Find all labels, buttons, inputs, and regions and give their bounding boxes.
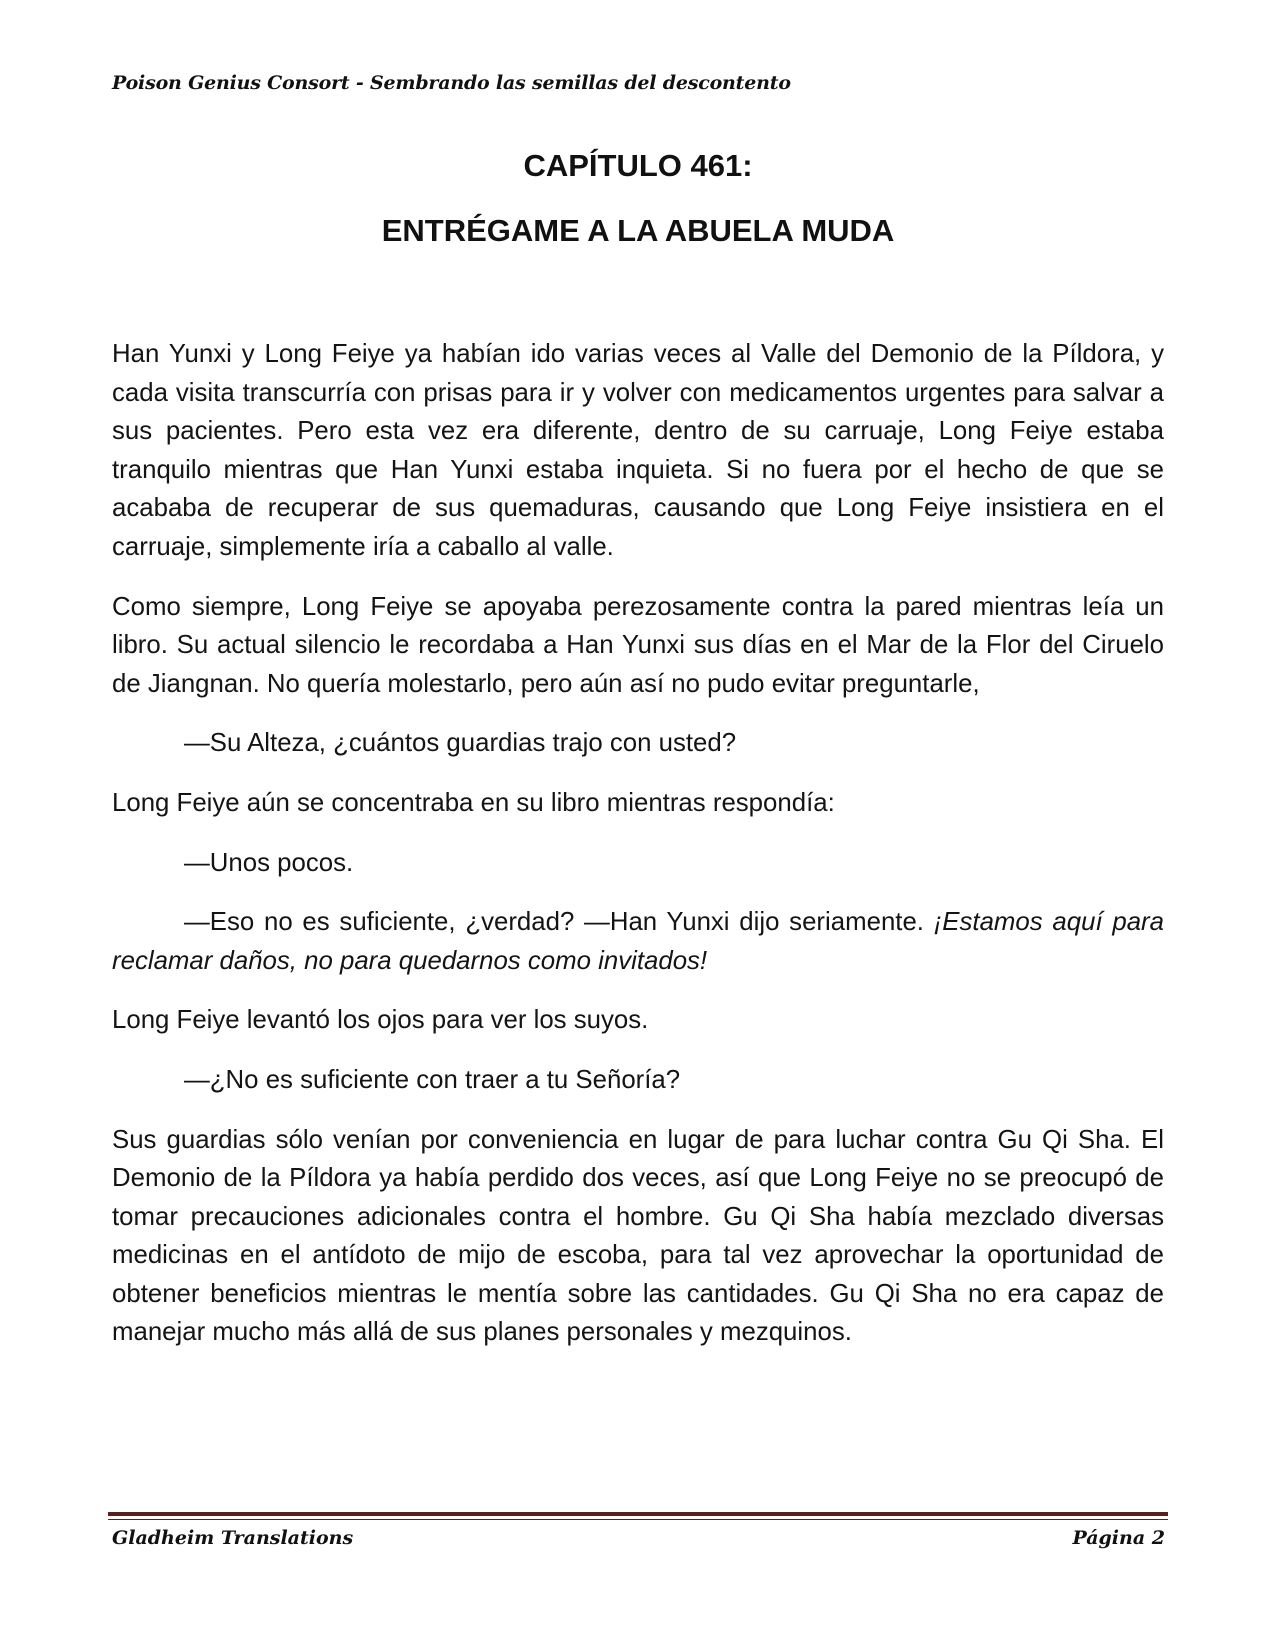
paragraph-dialogue: —¿No es suficiente con traer a tu Señoría? bbox=[184, 1065, 681, 1094]
italic-thought: ¡Estamos aquí para reclamar daños, no para quedarnos como invitados! bbox=[112, 908, 1164, 975]
chapter-title: ENTRÉGAME A LA ABUELA MUDA bbox=[381, 213, 895, 248]
paragraph-narration: Como siempre, Long Feiye se apoyaba perezosamente contra la pared mientras leía un libro. Su actual silencio le recordaba a Han Yunxi sus días en el Mar de la Flor del Ciruelo de Jiangnan. No quería molestarlo, pero aún así no pudo evitar preguntarle, bbox=[112, 592, 1164, 698]
page-number: Página 2 bbox=[1072, 1527, 1165, 1549]
chapter-body bbox=[112, 335, 1164, 1373]
paragraph-narration: Long Feiye levantó los ojos para ver los suyos. bbox=[112, 1006, 649, 1035]
footer-translator: Gladheim Translations bbox=[112, 1527, 354, 1549]
dialogue-text: —Eso no es suficiente, ¿verdad? —Han Yunxi dijo seriamente. bbox=[184, 908, 934, 937]
chapter-number: CAPÍTULO 461: bbox=[523, 148, 753, 183]
paragraph-dialogue: —Unos pocos. bbox=[184, 848, 354, 877]
paragraph-narration: Han Yunxi y Long Feiye ya habían ido varias veces al Valle del Demonio de la Píldora, y cada visita transcurría con prisas para ir y volver con medicamentos urgentes para salvar a sus pacientes. Pero esta vez era diferente, dentro de su carruaje, Long Feiye estaba tranquilo mientras que Han Yunxi estaba inquieta. Si no fuera por el hecho de que se acababa de recuperar de sus quemaduras, causando que Long Feiye insistiera en el carruaje, simplemente iría a caballo al valle. bbox=[112, 340, 1164, 561]
running-header: Poison Genius Consort - Sembrando las semillas del descontento bbox=[112, 72, 791, 94]
footer-rule-thin bbox=[108, 1519, 1168, 1520]
paragraph-dialogue: —Su Alteza, ¿cuántos guardias trajo con usted? bbox=[184, 729, 737, 758]
paragraph-dialogue bbox=[112, 903, 1164, 980]
footer-rule-thick bbox=[108, 1512, 1168, 1516]
paragraph-narration: Long Feiye aún se concentraba en su libro mientras respondía: bbox=[112, 788, 835, 817]
paragraph-narration: Sus guardias sólo venían por conveniencia en lugar de para luchar contra Gu Qi Sha. El Demonio de la Píldora ya había perdido dos veces, así que Long Feiye no se preocupó de tomar precauciones adicionales contra el hombre. Gu Qi Sha había mezclado diversas medicinas en el antídoto de mijo de escoba, para tal vez aprovechar la oportunidad de obtener beneficios mientras le mentía sobre las cantidades. Gu Qi Sha no era capaz de manejar mucho más allá de sus planes personales y mezquinos. bbox=[112, 1125, 1164, 1347]
